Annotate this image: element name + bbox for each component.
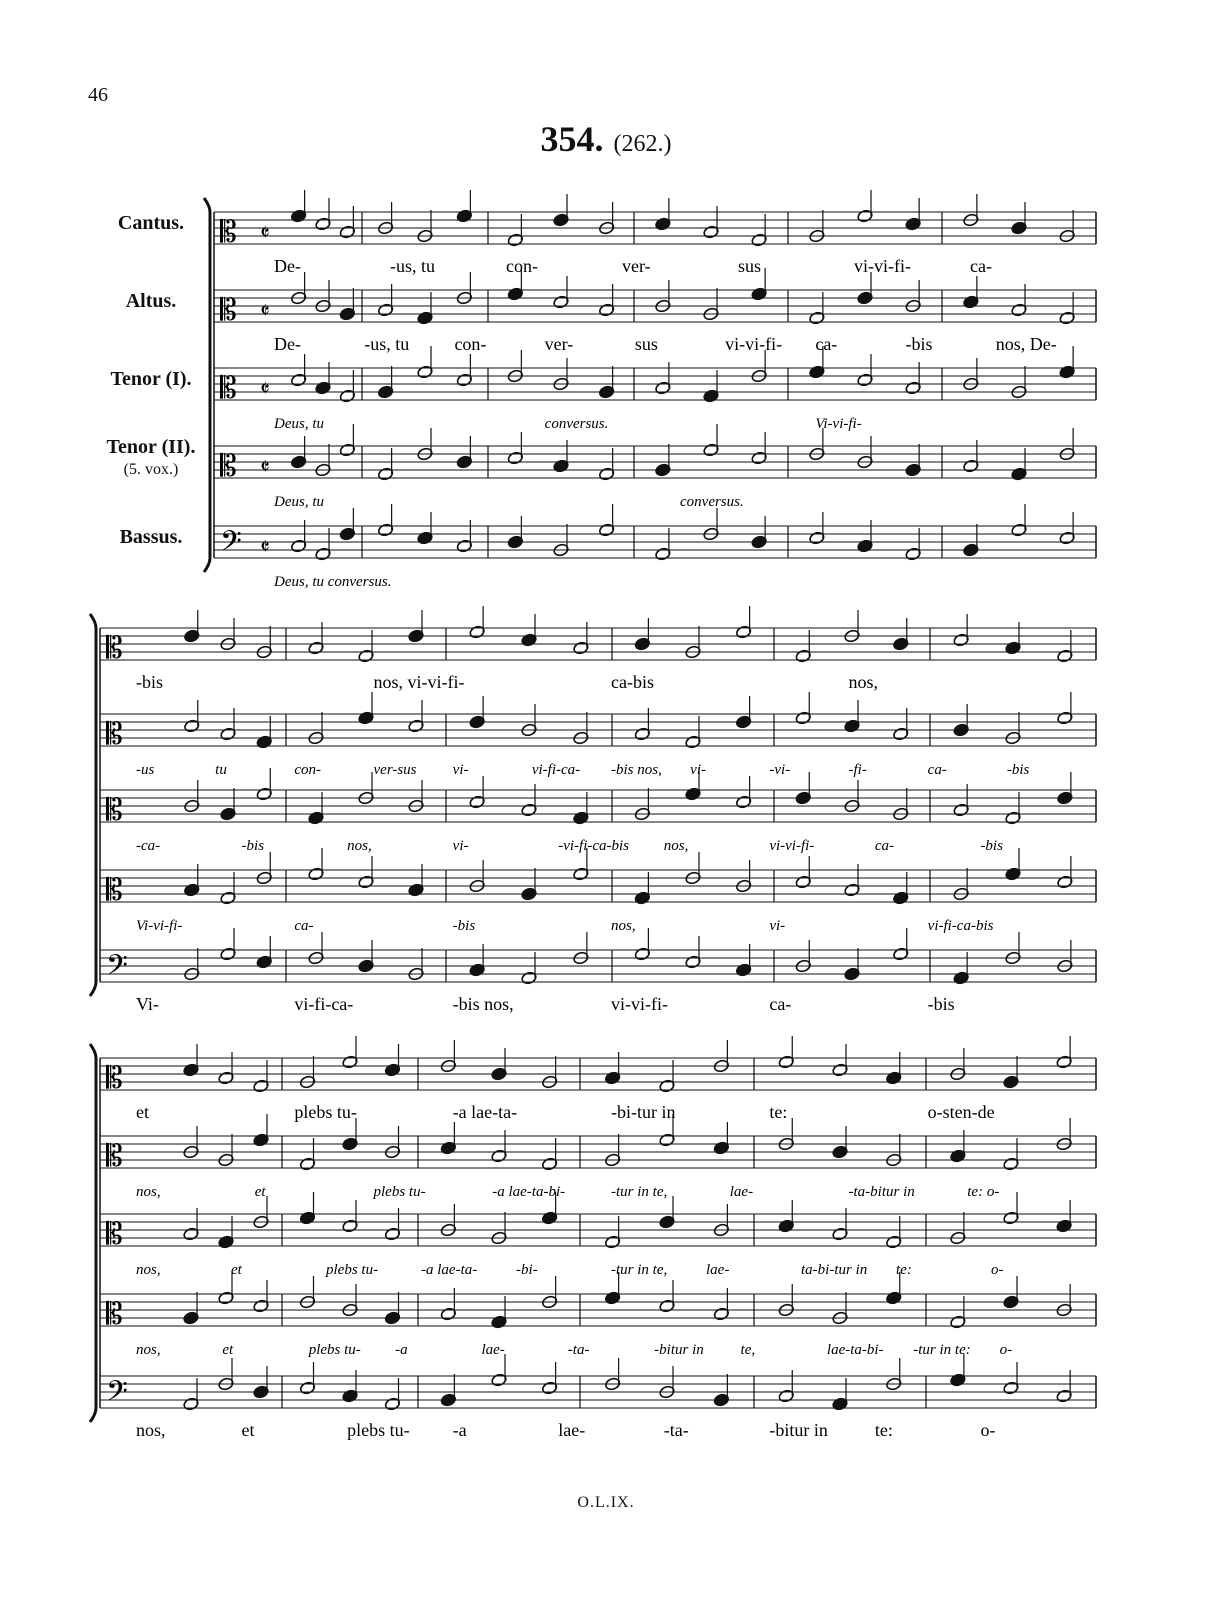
lyric-syllable: te: [874, 1420, 893, 1440]
system-bracket-1 [204, 198, 210, 572]
lyric-syllable: lae-ta-bi- [826, 1342, 884, 1358]
lyric-syllable: ver- [622, 256, 651, 276]
lyric-syllable: nos, [848, 672, 879, 692]
lyric-syllable: ca- [970, 256, 992, 276]
lyric-syllable: -vi-fi-ca-bis [558, 838, 630, 854]
lyric-syllable: vi-fi-ca-bis [927, 918, 994, 934]
lyric-syllable: Deus, tu conversus. [274, 574, 392, 590]
time-signature-icon: 𝄵 [260, 299, 270, 324]
lyric-syllable: Vi-vi-fi- [136, 918, 183, 934]
lyric-syllable: nos, [136, 1420, 166, 1440]
lyric-syllable: ca- [874, 838, 895, 854]
lyric-syllable: vi-fi-ca- [294, 994, 354, 1014]
lyric-syllable: sus [738, 256, 762, 276]
piece-number: 354. [540, 119, 604, 159]
lyric-syllable: vi-vi-fi- [769, 838, 815, 854]
c-clef-icon: 𝄡 [106, 793, 123, 828]
c-clef-icon: 𝄡 [106, 1297, 123, 1332]
voice-label-cantus: Cantus. [117, 212, 185, 234]
lyric-syllable: plebs tu- [294, 1102, 357, 1122]
lyric-syllable: vi-vi-fi- [611, 994, 668, 1014]
lyric-syllable: vi- [690, 762, 706, 778]
lyric-syllable: et [231, 1262, 242, 1278]
lyric-syllable: -bis [927, 994, 955, 1014]
lyric-syllable: -us, tu [364, 334, 410, 354]
time-signature-icon: 𝄵 [260, 221, 270, 246]
lyric-syllable: Vi-vi-fi- [815, 416, 862, 432]
voice-label-altus: Altus. [125, 290, 177, 312]
voice-label-bassus: Bassus. [119, 526, 183, 548]
lyric-syllable: lae- [729, 1184, 754, 1200]
time-signature-icon: 𝄵 [260, 535, 270, 560]
c-clef-icon: 𝄡 [106, 717, 123, 752]
lyric-syllable: -ca- [136, 838, 161, 854]
lyric-syllable: -ta-bitur in [848, 1184, 915, 1200]
lyric-syllable: lae- [706, 1262, 730, 1278]
page-number: 46 [88, 84, 108, 106]
lyric-syllable: ver- [544, 334, 574, 354]
lyric-syllable: nos, [663, 838, 689, 854]
lyric-syllable: vi-vi-fi- [854, 256, 911, 276]
lyric-syllable: et [222, 1342, 234, 1358]
lyric-syllable: De- [274, 256, 301, 276]
lyric-syllable: sus [634, 334, 658, 354]
lyric-syllable: -ta- [567, 1342, 590, 1358]
lyric-syllable: -bis [136, 672, 163, 692]
lyric-syllable: con- [506, 256, 538, 276]
lyric-syllable: vi- [452, 762, 469, 778]
lyric-syllable: Deus, tu [274, 416, 324, 432]
c-clef-icon: 𝄡 [106, 873, 123, 908]
lyric-syllable: lae- [481, 1342, 505, 1358]
bass-clef-icon: 𝄢 [106, 949, 128, 989]
c-clef-icon: 𝄡 [220, 293, 237, 328]
lyric-syllable: et [254, 1184, 266, 1200]
lyric-syllable: plebs tu- [347, 1420, 410, 1440]
lyric-syllable: Vi- [136, 994, 159, 1014]
lyric-syllable: nos, [136, 1184, 161, 1200]
lyric-syllable: o-sten-de [927, 1102, 995, 1122]
lyric-syllable: ta-bi-tur in [801, 1262, 868, 1278]
c-clef-icon: 𝄡 [220, 215, 237, 250]
lyric-syllable: -us, tu [390, 256, 435, 276]
lyric-syllable: conversus. [680, 494, 744, 510]
system-bracket-2 [90, 614, 96, 996]
voice-label-tenor-1: Tenor (I). [110, 368, 192, 390]
lyric-syllable: De- [274, 334, 301, 354]
lyric-syllable: ca- [769, 994, 792, 1014]
lyric-syllable: ca-bis [611, 672, 654, 692]
bass-clef-icon: 𝄢 [220, 525, 242, 565]
time-signature-icon: 𝄵 [260, 455, 270, 480]
lyric-syllable: -ta- [663, 1420, 689, 1440]
lyric-syllable: te: [896, 1262, 912, 1278]
lyric-syllable: -fi- [848, 762, 867, 778]
lyric-syllable: te: o- [967, 1184, 1000, 1200]
lyric-syllable: nos, [136, 1262, 161, 1278]
lyric-syllable: -a lae-ta-bi- [492, 1184, 566, 1200]
lyric-syllable: ca- [927, 762, 947, 778]
time-signature-icon: 𝄵 [260, 377, 270, 402]
lyric-syllable: -bi-tur in [611, 1102, 676, 1122]
lyric-syllable: o- [991, 1262, 1004, 1278]
lyric-syllable: plebs tu- [308, 1342, 361, 1358]
lyric-syllable: plebs tu- [326, 1262, 379, 1278]
lyric-syllable: nos, [347, 838, 372, 854]
footer-mark: O.L.IX. [577, 1494, 635, 1511]
lyric-syllable: con- [294, 762, 321, 778]
lyric-syllable: conversus. [544, 416, 609, 432]
c-clef-icon: 𝄡 [220, 449, 237, 484]
lyric-syllable: o- [999, 1342, 1013, 1358]
voice-label-tenor-2: Tenor (II). [106, 436, 196, 458]
lyric-syllable: -bi- [516, 1262, 538, 1278]
lyric-syllable: -a [452, 1420, 467, 1440]
lyric-syllable: tu [215, 762, 227, 778]
lyric-syllable: nos, vi-vi-fi- [373, 672, 465, 692]
lyric-syllable: -bis [452, 918, 476, 934]
lyric-syllable: -tur in te, [611, 1184, 668, 1200]
lyric-syllable: et [136, 1102, 149, 1122]
lyric-syllable: te, [740, 1342, 756, 1358]
lyric-syllable: -bis [241, 838, 265, 854]
lyric-syllable: -vi- [769, 762, 791, 778]
lyric-syllable: con- [454, 334, 487, 354]
lyric-syllable: ca- [815, 334, 838, 354]
lyric-syllable: plebs tu- [373, 1184, 426, 1200]
lyric-syllable: nos, De- [995, 334, 1057, 354]
lyric-syllable: et [241, 1420, 255, 1440]
lyric-syllable: te: [769, 1102, 788, 1122]
lyric-syllable: nos, [136, 1342, 161, 1358]
system-bracket-3 [90, 1044, 96, 1422]
lyric-syllable: -tur in te: [913, 1342, 971, 1358]
c-clef-icon: 𝄡 [106, 631, 123, 666]
lyric-syllable: vi-vi-fi- [725, 334, 783, 354]
lyric-syllable: -tur in te, [611, 1262, 668, 1278]
lyric-syllable: -bis [980, 838, 1003, 854]
lyric-syllable: -bis nos, [611, 762, 662, 778]
lyric-syllable: vi-fi-ca- [531, 762, 581, 778]
lyric-syllable: -bis [905, 334, 933, 354]
lyric-syllable: nos, [611, 918, 636, 934]
lyric-syllable: lae- [558, 1420, 586, 1440]
lyric-syllable: vi- [452, 838, 469, 854]
lyric-syllable: -us [136, 762, 155, 778]
lyric-syllable: ver-sus [373, 762, 417, 778]
lyric-syllable: -bitur in [654, 1342, 704, 1358]
lyric-syllable: -a lae-ta- [452, 1102, 518, 1122]
lyric-syllable: -bitur in [769, 1420, 828, 1440]
c-clef-icon: 𝄡 [106, 1139, 123, 1174]
lyric-syllable: vi- [769, 918, 786, 934]
c-clef-icon: 𝄡 [220, 371, 237, 406]
c-clef-icon: 𝄡 [106, 1061, 123, 1096]
lyric-syllable: -a [395, 1342, 408, 1358]
lyric-syllable: -bis nos, [452, 994, 514, 1014]
bass-clef-icon: 𝄢 [106, 1375, 128, 1415]
lyric-syllable: o- [980, 1420, 996, 1440]
alt-number: (262.) [613, 131, 672, 157]
lyric-syllable: -a lae-ta- [421, 1262, 478, 1278]
lyric-syllable: ca- [294, 918, 314, 934]
c-clef-icon: 𝄡 [106, 1217, 123, 1252]
lyric-syllable: Deus, tu [274, 494, 324, 510]
lyric-syllable: -bis [1006, 762, 1030, 778]
voice-sub-label: (5. vox.) [123, 461, 179, 478]
